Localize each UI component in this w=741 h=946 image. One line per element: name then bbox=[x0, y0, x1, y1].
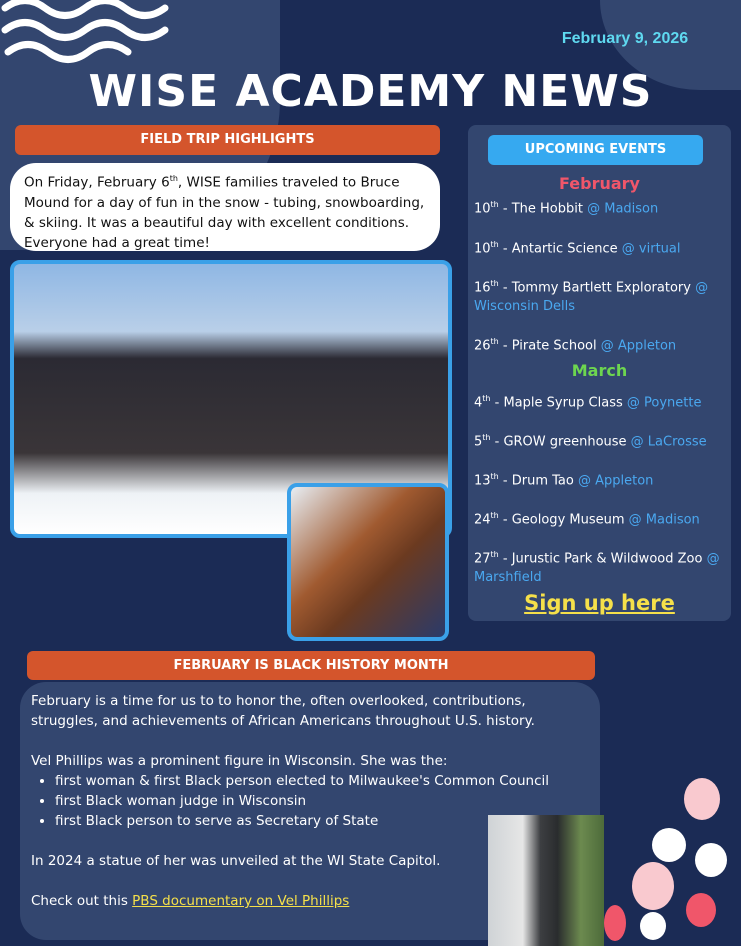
event-item bbox=[474, 467, 726, 490]
bhm-heading: FEBRUARY IS BLACK HISTORY MONTH bbox=[27, 651, 595, 680]
event-title: - GROW greenhouse bbox=[490, 434, 631, 450]
event-item bbox=[474, 428, 726, 451]
event-item bbox=[474, 274, 726, 316]
decorative-dot bbox=[686, 893, 716, 927]
event-item bbox=[474, 389, 726, 412]
event-title: - The Hobbit bbox=[498, 201, 588, 217]
event-title: - Maple Syrup Class bbox=[490, 395, 627, 411]
field-trip-text: On Friday, February 6th, WISE families traveled to Bruce Mound for a day of fun in the snow - tubing, snowboarding, & skiing. It was a beautiful day with excellent conditions. Everyone had a great time! bbox=[10, 163, 440, 251]
event-day-suffix: th bbox=[482, 433, 491, 442]
event-item bbox=[474, 235, 726, 258]
event-location[interactable]: @ virtual bbox=[621, 241, 681, 257]
bullet-item: • first Black woman judge in Wisconsin bbox=[55, 791, 589, 811]
event-title: - Drum Tao bbox=[498, 473, 578, 489]
event-location[interactable]: @ Marshfield bbox=[474, 551, 720, 586]
event-day-suffix: th bbox=[490, 337, 499, 346]
event-day: 16 bbox=[474, 280, 491, 296]
event-location[interactable]: @ Madison bbox=[587, 201, 659, 217]
decorative-dot bbox=[695, 843, 727, 877]
event-day-suffix: th bbox=[482, 394, 491, 403]
event-item bbox=[474, 545, 726, 587]
vel-phillips-statue-photo bbox=[488, 815, 604, 946]
event-day: 4 bbox=[474, 395, 483, 411]
bhm-check: Check out this PBS documentary on Vel Phillips bbox=[31, 893, 350, 909]
field-trip-kids-photo bbox=[287, 483, 449, 641]
bullet-item: • first woman & first Black person elected to Milwaukee's Common Council bbox=[55, 771, 589, 791]
event-day: 10 bbox=[474, 201, 491, 217]
decorative-dot bbox=[640, 912, 666, 940]
event-location[interactable]: @ Madison bbox=[628, 512, 700, 528]
event-item bbox=[474, 195, 726, 218]
event-title: - Antartic Science bbox=[498, 241, 622, 257]
month-heading: February bbox=[559, 174, 640, 193]
event-day-suffix: th bbox=[490, 472, 499, 481]
event-location[interactable]: @ Wisconsin Dells bbox=[474, 280, 709, 315]
month-heading: March bbox=[571, 361, 628, 380]
event-title: - Tommy Bartlett Exploratory bbox=[498, 280, 696, 296]
event-day-suffix: th bbox=[490, 279, 499, 288]
event-day: 10 bbox=[474, 241, 491, 257]
event-item bbox=[474, 332, 726, 355]
event-day: 24 bbox=[474, 512, 491, 528]
event-title: - Jurustic Park & Wildwood Zoo bbox=[498, 551, 707, 567]
event-day-suffix: th bbox=[490, 240, 499, 249]
decorative-dot bbox=[652, 828, 686, 862]
bhm-lead: Vel Phillips was a prominent figure in Wisconsin. She was the: bbox=[31, 753, 448, 769]
event-title: - Geology Museum bbox=[498, 512, 629, 528]
event-day: 27 bbox=[474, 551, 491, 567]
event-location[interactable]: @ LaCrosse bbox=[630, 434, 707, 450]
event-day: 5 bbox=[474, 434, 483, 450]
event-location[interactable]: @ Appleton bbox=[600, 338, 677, 354]
event-day-suffix: th bbox=[490, 511, 499, 520]
bullet-item: • first Black person to serve as Secretary of State bbox=[55, 811, 589, 831]
bhm-intro: February is a time for us to to honor the, often overlooked, contributions, struggles, and achievements of African Americans throughout U.S. history. bbox=[31, 693, 535, 729]
pbs-documentary-link[interactable]: PBS documentary on Vel Phillips bbox=[132, 893, 350, 909]
upcoming-events-panel bbox=[468, 125, 731, 621]
event-day: 13 bbox=[474, 473, 491, 489]
event-day-suffix: th bbox=[490, 200, 499, 209]
event-day: 26 bbox=[474, 338, 491, 354]
upcoming-events-heading: UPCOMING EVENTS bbox=[488, 135, 703, 165]
decorative-dot bbox=[684, 778, 720, 820]
event-title: - Pirate School bbox=[498, 338, 601, 354]
field-trip-heading: FIELD TRIP HIGHLIGHTS bbox=[15, 125, 440, 155]
event-item bbox=[474, 506, 726, 529]
sign-up-link[interactable]: Sign up here bbox=[524, 591, 675, 615]
decorative-dot bbox=[632, 862, 674, 910]
event-day-suffix: th bbox=[490, 550, 499, 559]
decorative-dot bbox=[604, 905, 626, 941]
event-location[interactable]: @ Poynette bbox=[626, 395, 702, 411]
issue-date: February 9, 2026 bbox=[561, 30, 689, 47]
event-location[interactable]: @ Appleton bbox=[577, 473, 654, 489]
newsletter-title: WISE ACADEMY NEWS bbox=[88, 66, 653, 117]
bhm-statue-text: In 2024 a statue of her was unveiled at the WI State Capitol. bbox=[31, 853, 441, 869]
